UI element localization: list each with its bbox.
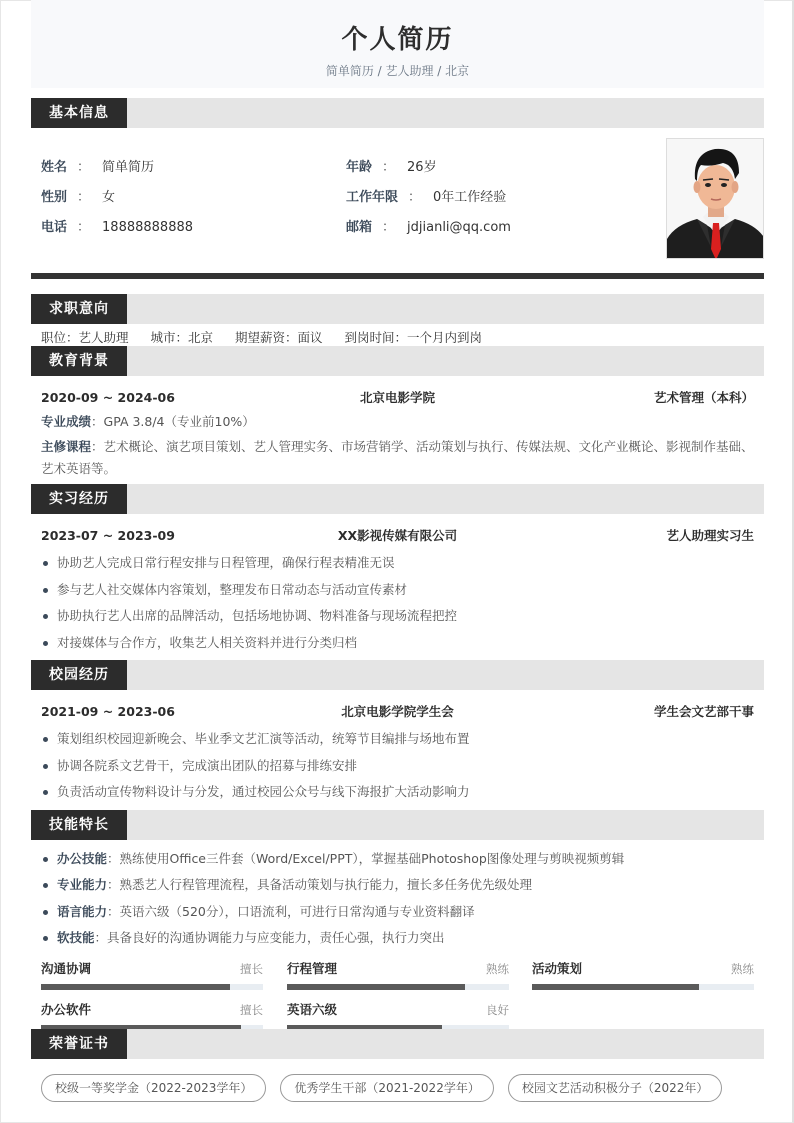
honor-badges <box>31 1074 764 1102</box>
email-row <box>346 219 511 237</box>
years-row <box>346 189 506 207</box>
gpa-label: 专业成绩 <box>41 414 92 429</box>
skill-name: 沟通协调 <box>41 960 92 976</box>
skill-level: 擅长 <box>240 961 263 976</box>
list-item: 协调各院系文艺骨干，完成演出团队的招募与排练安排 <box>41 753 754 780</box>
skill-bar-item <box>287 960 509 990</box>
intent-city: 城市：北京 <box>150 330 214 345</box>
education-entry-header <box>31 386 764 408</box>
skill-text: ：熟悉艺人行程管理流程，具备活动策划与执行能力，擅长多任务优先级处理 <box>107 877 533 892</box>
age-value: 26岁 <box>407 160 437 175</box>
list-item <box>41 872 754 899</box>
skill-bar-item <box>532 960 754 990</box>
campus-period: 2021-09 ~ 2023-06 <box>41 703 175 719</box>
skill-label: 专业能力 <box>57 877 108 892</box>
section-title: 实习经历 <box>31 484 127 514</box>
name-value: 简单简历 <box>102 160 155 175</box>
honor-badge: 校园文艺活动积极分子（2022年） <box>508 1074 723 1102</box>
section-title: 技能特长 <box>31 810 127 840</box>
internship-period: 2023-07 ~ 2023-09 <box>41 527 175 543</box>
list-item: 负责活动宣传物料设计与分发，通过校园公众号与线下海报扩大活动影响力 <box>41 779 754 806</box>
list-item: 协助艺人完成日常行程安排与日程管理，确保行程表精准无误 <box>41 550 754 577</box>
campus-org: 北京电影学院学生会 <box>341 704 454 719</box>
phone-value: 18888888888 <box>102 220 194 235</box>
page-title: 个人简历 <box>341 25 454 55</box>
skill-bar-item <box>287 1001 509 1031</box>
education-major: 艺术管理（本科） <box>653 390 754 405</box>
age-label: 年龄 <box>346 160 373 175</box>
skill-name: 办公软件 <box>41 1001 92 1017</box>
gpa-value: ：GPA 3.8/4（专业前10%） <box>91 414 255 429</box>
skill-label: 语言能力 <box>57 903 108 919</box>
campus-bullets <box>31 726 764 806</box>
internship-company: XX影视传媒有限公司 <box>337 528 458 543</box>
skill-name: 行程管理 <box>287 960 338 976</box>
colon: ： <box>77 160 91 175</box>
email-label: 邮箱 <box>346 220 373 235</box>
section-job-intent <box>31 294 764 324</box>
gender-row <box>41 189 115 207</box>
honor-badge: 优秀学生干部（2021-2022学年） <box>280 1074 493 1102</box>
campus-entry-header <box>31 700 764 722</box>
colon: ： <box>408 190 422 205</box>
skill-level: 熟练 <box>486 961 509 976</box>
job-intent <box>31 324 764 346</box>
years-label: 工作年限 <box>346 190 399 205</box>
intent-position: 职位：艺人助理 <box>41 330 129 345</box>
section-honors <box>31 1029 764 1059</box>
internship-role: 艺人助理实习生 <box>666 528 754 543</box>
years-value: 0年工作经验 <box>433 190 507 205</box>
colon: ： <box>382 220 396 235</box>
avatar-illustration-icon <box>667 139 764 259</box>
skill-label: 办公技能 <box>57 850 108 866</box>
education-school: 北京电影学院 <box>359 390 435 405</box>
section-title: 求职意向 <box>31 294 127 324</box>
list-item: 协助执行艺人出席的品牌活动，包括场地协调、物料准备与现场流程把控 <box>41 603 754 630</box>
section-title: 基本信息 <box>31 98 127 128</box>
intent-salary: 期望薪资：面议 <box>235 330 323 345</box>
section-skills <box>31 810 764 840</box>
section-title: 荣誉证书 <box>31 1029 127 1059</box>
skill-progress-bar <box>532 984 754 990</box>
name-row <box>41 159 154 177</box>
section-education <box>31 346 764 376</box>
section-basic-info <box>31 98 764 128</box>
skill-level: 良好 <box>486 1002 509 1017</box>
education-gpa <box>31 411 764 433</box>
skill-text: ：熟练使用Office三件套（Word/Excel/PPT），掌握基础Photoshop图像处理与剪映视频剪辑 <box>107 850 625 866</box>
gender-label: 性别 <box>41 190 68 205</box>
skill-progress-fill <box>41 984 230 990</box>
intent-arrival: 到岗时间：一个月内到岗 <box>344 330 483 345</box>
honor-badge: 校级一等奖学金（2022-2023学年） <box>41 1074 266 1102</box>
list-item: 参与艺人社交媒体内容策划，整理发布日常动态与活动宣传素材 <box>41 577 754 604</box>
section-title: 教育背景 <box>31 346 127 376</box>
section-internship <box>31 484 764 514</box>
basic-info <box>31 128 764 273</box>
age-row <box>346 159 437 177</box>
internship-entry-header <box>31 524 764 546</box>
colon: ： <box>77 190 91 205</box>
colon: ： <box>382 160 396 175</box>
skill-progress-fill <box>287 984 465 990</box>
skill-text: ：英语六级（520分），口语流利，可进行日常沟通与专业资料翻译 <box>107 903 475 919</box>
phone-label: 电话 <box>41 220 68 235</box>
skill-progress-fill <box>532 984 699 990</box>
skill-progress-bar <box>41 984 263 990</box>
gender-value: 女 <box>102 190 116 205</box>
skill-progress-bar <box>287 984 509 990</box>
skill-bar-item <box>41 1001 263 1031</box>
resume-card <box>31 0 764 1102</box>
list-item <box>41 925 754 952</box>
courses-value: ：艺术概论、演艺项目策划、艺人管理实务、市场营销学、活动策划与执行、传媒法规、文化产业概论、影视制作基础、艺术英语等。 <box>41 439 754 476</box>
list-item: 对接媒体与合作方，收集艺人相关资料并进行分类归档 <box>41 630 754 657</box>
courses-label: 主修课程 <box>41 439 92 454</box>
education-period: 2020-09 ~ 2024-06 <box>41 389 175 405</box>
list-item <box>41 899 754 926</box>
resume-header <box>31 0 764 88</box>
skill-bars <box>31 952 764 1029</box>
colon: ： <box>77 220 91 235</box>
phone-row <box>41 219 193 237</box>
skill-bar-item <box>41 960 263 990</box>
list-item <box>41 846 754 873</box>
section-campus <box>31 660 764 690</box>
skill-level: 熟练 <box>731 961 754 976</box>
skills-bullets <box>31 846 764 952</box>
avatar-photo <box>666 138 764 259</box>
list-item: 策划组织校园迎新晚会、毕业季文艺汇演等活动，统筹节目编排与场地布置 <box>41 726 754 753</box>
skill-name: 英语六级 <box>287 1001 338 1017</box>
internship-bullets <box>31 550 764 656</box>
name-label: 姓名 <box>41 160 68 175</box>
section-title: 校园经历 <box>31 660 127 690</box>
campus-role: 学生会文艺部干事 <box>653 704 754 719</box>
email-value: jdjianli@qq.com <box>407 220 511 235</box>
page-subtitle: 简单简历 / 艺人助理 / 北京 <box>325 64 470 78</box>
education-courses <box>31 436 764 480</box>
skill-name: 活动策划 <box>532 960 583 976</box>
skill-text: ：具备良好的沟通协调能力与应变能力，责任心强，执行力突出 <box>94 930 445 945</box>
skill-level: 擅长 <box>240 1002 263 1017</box>
skill-label: 软技能 <box>57 930 95 945</box>
